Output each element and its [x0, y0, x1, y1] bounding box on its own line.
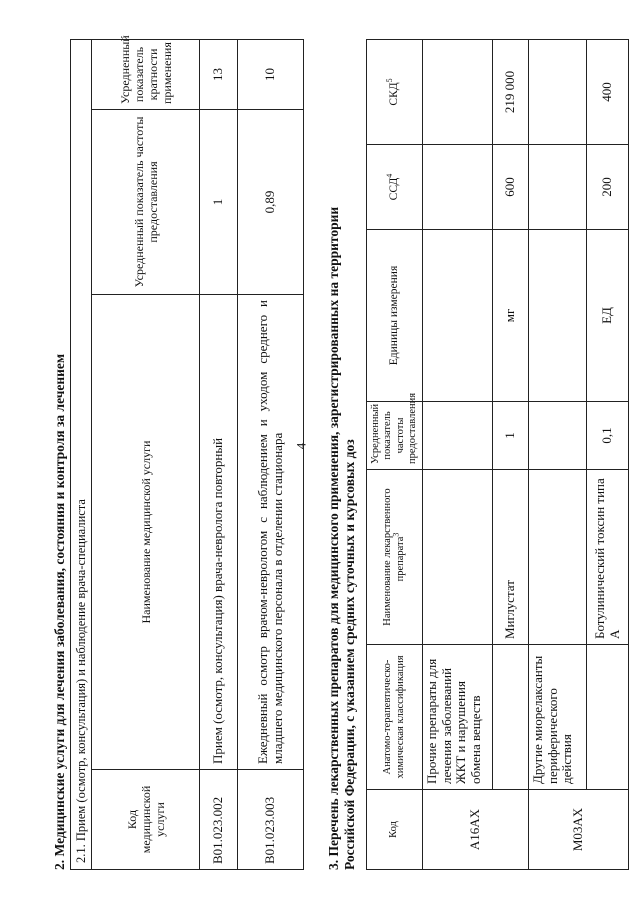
drug-skd: 400: [587, 40, 629, 145]
section-2-title: 2. Медицинские услуги для лечения заболевания, состояния и контроля за лечением: [52, 353, 67, 870]
drug-frequency: 0,1: [587, 402, 629, 470]
page-number: 4: [293, 442, 309, 450]
table-row: [587, 40, 629, 870]
service-code: B01.023.002: [200, 770, 238, 870]
drugs-table: [366, 39, 629, 870]
header-atc: Анатомо-терапевтическо-химическая классификация: [367, 645, 423, 790]
service-multiplicity: 10: [238, 39, 304, 109]
section-3-title-line1: 3. Перечень лекарственных препаратов для медицинского применения, зарегистрированных на территории: [326, 206, 341, 870]
drug-skd: 219 000: [493, 40, 529, 145]
service-name: Прием (осмотр, консультация) врача-невролога повторный: [200, 295, 238, 770]
header-code: Код: [367, 790, 423, 870]
atc-code: A16AX: [423, 790, 529, 870]
drug-name: Миглустат: [493, 470, 529, 645]
drug-name: Ботулинический токсин типа А: [587, 470, 629, 645]
header-multiplicity: Усредненный показатель кратности применения: [92, 39, 200, 109]
header-frequency: Усредненный показатель частоты предоставления: [92, 110, 200, 295]
header-ssd: ССД$^4$: [367, 145, 423, 230]
header-unit: Единицы измерения: [367, 230, 423, 402]
table-row: [200, 39, 238, 869]
section-3-title-line2: Российской Федерации, с указанием средних суточных и курсовых доз: [342, 439, 357, 870]
service-multiplicity: 13: [200, 39, 238, 109]
drug-unit: мг: [493, 230, 529, 402]
table-row: [529, 40, 587, 870]
table-row: [238, 39, 304, 869]
header-service-code: Код медицинской услуги: [92, 770, 200, 870]
header-frequency: Усредненный показатель частоты предоставления: [367, 402, 423, 470]
header-service-name: Наименование медицинской услуги: [92, 295, 200, 770]
service-code: B01.023.003: [238, 770, 304, 870]
header-skd: СКД$^5$: [367, 40, 423, 145]
service-frequency: 1: [200, 110, 238, 295]
header-drug-name: Наименование лекарственного препарата$^3$: [367, 470, 423, 645]
services-table: [70, 35, 304, 870]
subsection-title: 2.1. Прием (осмотр, консультация) и наблюдение врача-специалиста: [71, 39, 92, 869]
rotated-content: [48, 35, 628, 870]
service-frequency: 0,89: [238, 110, 304, 295]
drug-ssd: 200: [587, 145, 629, 230]
drug-unit: ЕД: [587, 230, 629, 402]
drug-ssd: 600: [493, 145, 529, 230]
table-row: [423, 40, 493, 870]
atc-name: Другие миорелаксанты периферического действия: [529, 645, 587, 790]
drug-frequency: 1: [493, 402, 529, 470]
atc-code: M03AX: [529, 790, 629, 870]
atc-name: Прочие препараты для лечения заболеваний ЖКТ и нарушения обмена веществ: [423, 645, 493, 790]
service-name: Ежедневный осмотр врачом-неврологом с наблюдением и уходом среднего и младшего медицинского персонала в отделении стационара: [238, 295, 304, 770]
table-row: [493, 40, 529, 870]
